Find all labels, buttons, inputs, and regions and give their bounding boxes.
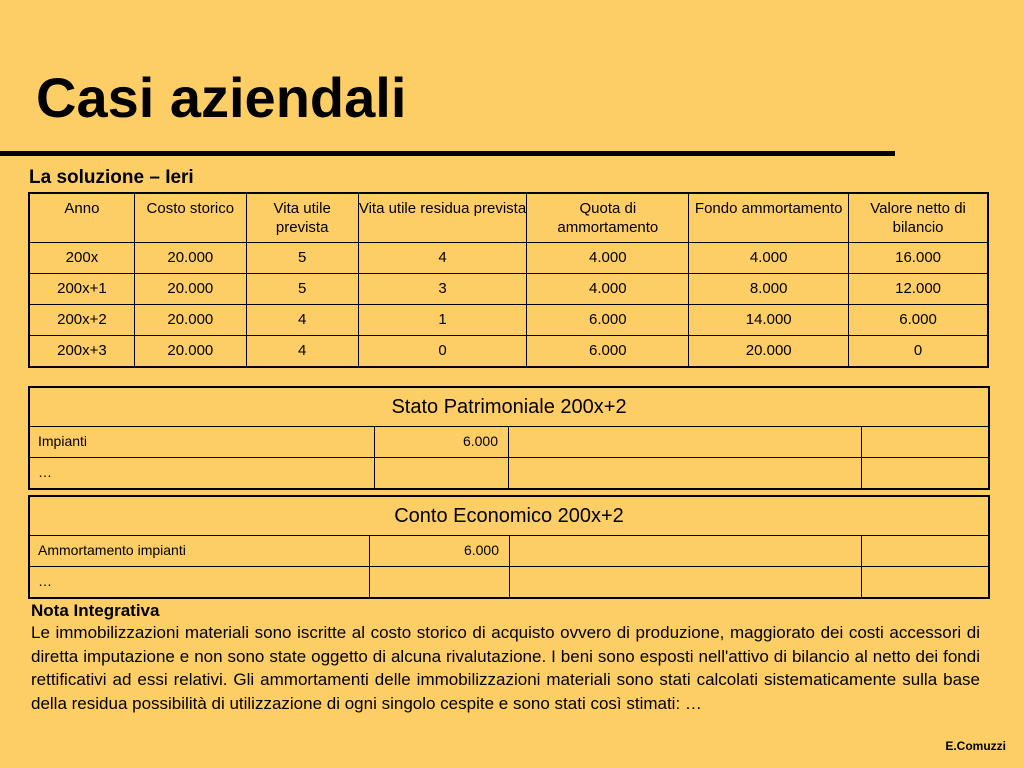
- row-value: 6.000: [375, 427, 509, 458]
- cell-anno: 200x+1: [30, 274, 135, 305]
- cell-vita-residua: 4: [358, 243, 527, 274]
- cell-quota-ammortamento: 4.000: [527, 274, 689, 305]
- cell-valore-netto: 16.000: [849, 243, 988, 274]
- cell-costo-storico: 20.000: [134, 336, 246, 367]
- header-valore-netto: Valore netto di bilancio: [849, 194, 988, 243]
- row-value: [375, 458, 509, 489]
- header-anno: Anno: [30, 194, 135, 243]
- section-header-row: [30, 497, 989, 536]
- cell-fondo-ammortamento: 14.000: [689, 305, 849, 336]
- nota-integrativa-body: Le immobilizzazioni materiali sono iscritte al costo storico di acquisto ovvero di produzione, maggiorato dei costi accessori di diretta imputazione e non sono state oggetto di alcuna rivalutazione. I beni sono esposti nell'attivo di bilancio al netto dei fondi rettificativi ad essi relativi. Gli ammortamenti delle immobilizzazioni materiali sono stati calcolati sistematicamente sulla base della residua possibilità di utilizzazione di ogni singolo cespite e sono stati così stimati: …: [31, 623, 980, 713]
- cell-vita-residua: 3: [358, 274, 527, 305]
- slide-subtitle: La soluzione – Ieri: [29, 167, 194, 188]
- table-row: [30, 567, 989, 598]
- header-costo-storico: Costo storico: [134, 194, 246, 243]
- cell-costo-storico: 20.000: [134, 243, 246, 274]
- cell-valore-netto: 0: [849, 336, 988, 367]
- empty-cell: [862, 458, 989, 489]
- cell-fondo-ammortamento: 8.000: [689, 274, 849, 305]
- row-label: Impianti: [30, 427, 375, 458]
- table-row: [30, 536, 989, 567]
- cell-quota-ammortamento: 4.000: [527, 243, 689, 274]
- stato-patrimoniale-table: [29, 387, 989, 489]
- table-header-row: [30, 194, 988, 243]
- table-row: [30, 243, 988, 274]
- depreciation-table: [29, 193, 988, 367]
- cell-fondo-ammortamento: 4.000: [689, 243, 849, 274]
- cell-quota-ammortamento: 6.000: [527, 305, 689, 336]
- cell-anno: 200x: [30, 243, 135, 274]
- table-row: [30, 274, 988, 305]
- table-row: [30, 305, 988, 336]
- table-row: [30, 458, 989, 489]
- cell-anno: 200x+3: [30, 336, 135, 367]
- row-value: [370, 567, 510, 598]
- cell-vita-residua: 1: [358, 305, 527, 336]
- cell-valore-netto: 12.000: [849, 274, 988, 305]
- table-row: [30, 427, 989, 458]
- empty-cell: [862, 567, 989, 598]
- cell-costo-storico: 20.000: [134, 274, 246, 305]
- row-label: …: [30, 458, 375, 489]
- empty-cell: [862, 536, 989, 567]
- header-fondo-ammortamento: Fondo ammortamento: [689, 194, 849, 243]
- slide-title: Casi aziendali: [36, 66, 407, 129]
- cell-vita-utile: 4: [246, 336, 358, 367]
- row-value: 6.000: [370, 536, 510, 567]
- cell-valore-netto: 6.000: [849, 305, 988, 336]
- cell-vita-residua: 0: [358, 336, 527, 367]
- row-label: Ammortamento impianti: [30, 536, 370, 567]
- empty-cell: [509, 458, 862, 489]
- header-vita-residua: Vita utile residua prevista: [358, 194, 527, 243]
- row-label: …: [30, 567, 370, 598]
- cell-fondo-ammortamento: 20.000: [689, 336, 849, 367]
- conto-economico-table: [29, 496, 989, 598]
- cell-quota-ammortamento: 6.000: [527, 336, 689, 367]
- stato-patrimoniale-title: Stato Patrimoniale 200x+2: [30, 388, 989, 427]
- conto-economico-title: Conto Economico 200x+2: [30, 497, 989, 536]
- empty-cell: [509, 427, 862, 458]
- empty-cell: [510, 536, 862, 567]
- nota-integrativa-title: Nota Integrativa: [31, 601, 160, 620]
- header-vita-utile: Vita utile prevista: [246, 194, 358, 243]
- cell-vita-utile: 5: [246, 274, 358, 305]
- author-footer: E.Comuzzi: [945, 739, 1006, 753]
- header-quota-ammortamento: Quota di ammortamento: [527, 194, 689, 243]
- cell-costo-storico: 20.000: [134, 305, 246, 336]
- nota-integrativa: [31, 601, 980, 715]
- empty-cell: [510, 567, 862, 598]
- empty-cell: [862, 427, 989, 458]
- table-row: [30, 336, 988, 367]
- cell-vita-utile: 5: [246, 243, 358, 274]
- cell-anno: 200x+2: [30, 305, 135, 336]
- title-underline: [0, 151, 895, 156]
- section-header-row: [30, 388, 989, 427]
- cell-vita-utile: 4: [246, 305, 358, 336]
